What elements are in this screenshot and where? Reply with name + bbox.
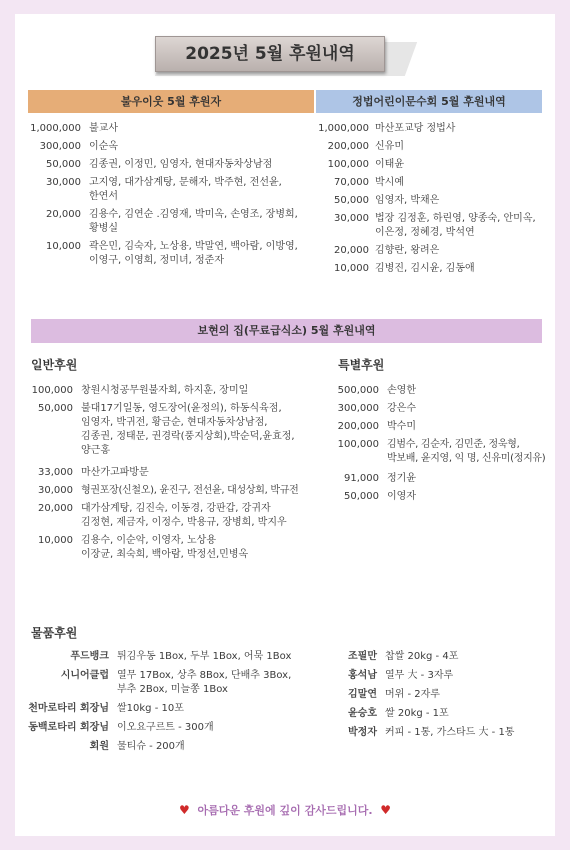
list-item: 300,000 이순옥 — [39, 141, 118, 152]
list-item: 20,000 김용수, 김연순 .김영재, 박미옥, 손영조, 장병희, 황병실 — [46, 209, 298, 234]
list-item: 10,000 곽은민, 김숙자, 노상용, 박말연, 백아람, 이방영, 이영구, 이영희, 정미녀, 정준자 — [46, 241, 298, 266]
list-item: 91,000 정기윤 — [344, 473, 416, 484]
notice-card — [15, 14, 555, 836]
list-item: 10,000 김용수, 이순악, 이영자, 노상용 이장균, 최숙희, 백아람, 박정선,민병옥 — [38, 535, 249, 560]
general-title: 일반후원 — [31, 358, 78, 372]
list-item: 동백로타리 회장님 이오요구르트 - 300개 — [28, 722, 214, 733]
list-item: 푸드뱅크 튀김우동 1Box, 두부 1Box, 어묵 1Box — [70, 651, 292, 662]
list-item: 홍석남 열무 大 - 3자루 — [348, 670, 454, 681]
goods-left-list — [27, 650, 327, 759]
special-list — [333, 384, 553, 508]
list-item: 시니어클럽 열무 17Box, 상추 8Box, 단배추 3Box, 부추 2Box, 미늘쫑 1Box — [60, 670, 292, 695]
list-item: 500,000 손영한 — [337, 385, 416, 396]
list-item: 30,000 형권포장(신철오), 윤진구, 전선윤, 대성상회, 박규전 — [38, 485, 299, 496]
list-item: 윤승호 쌀 20kg - 1포 — [348, 708, 449, 719]
bulwoo-list — [27, 122, 317, 272]
list-item: 회원 물티슈 - 200개 — [89, 741, 185, 752]
bohyun-header: 보현의 집(무료급식소) 5월 후원내역 — [31, 319, 542, 343]
list-item: 30,000 고지영, 대가삼계탕, 문해자, 박주현, 전선윤, 한연서 — [46, 177, 282, 202]
list-item: 200,000 신유미 — [327, 141, 404, 152]
list-item: 50,000 이영자 — [344, 491, 416, 502]
heart-icon: ♥ — [380, 803, 391, 817]
list-item: 30,000 법장 김정훈, 하린영, 양종숙, 안미옥, 이은정, 정혜경, 박석연 — [334, 213, 536, 238]
list-item: 10,000 김병진, 김시윤, 김동애 — [334, 263, 475, 274]
thanks-message — [15, 802, 555, 818]
list-item: 1,000,000 마산포교당 정법사 — [318, 123, 456, 134]
list-item: 50,000 불대17기일동, 영도장어(윤정의), 하동식육점, 임영자, 박귀전, 황금순, 현대자동차상남점, 김종권, 정태문, 권경락(풍지상회),박순덕,윤효정, 양근홍 — [38, 403, 295, 456]
list-item: 50,000 김종권, 이정민, 임영자, 현대자동차상남점 — [46, 159, 273, 170]
list-item: 조필만 찹쌀 20kg - 4포 — [348, 651, 459, 662]
page-title: 2025년 5월 후원내역 — [155, 36, 385, 72]
list-item: 1,000,000 불교사 — [30, 123, 118, 134]
list-item: 200,000 박수미 — [337, 421, 416, 432]
list-item: 20,000 김향란, 왕려은 — [334, 245, 440, 256]
goods-title: 물품후원 — [31, 626, 78, 640]
list-item: 100,000 김범수, 김순자, 김민준, 정욱형, 박보배, 윤지영, 익 명, 신유미(정지유) — [337, 439, 546, 464]
list-item: 20,000 대가삼계탕, 김진숙, 이동경, 강판갑, 강귀자 김정현, 제금자, 이정수, 박용규, 장병희, 박지우 — [38, 503, 287, 528]
list-item: 50,000 임영자, 박채은 — [334, 195, 440, 206]
list-item: 100,000 이태윤 — [327, 159, 404, 170]
list-item: 김말연 머위 - 2자루 — [348, 689, 440, 700]
special-title: 특별후원 — [338, 358, 385, 372]
list-item: 300,000 강은수 — [337, 403, 416, 414]
children-header: 정법어린이문수회 5월 후원내역 — [316, 90, 542, 113]
list-item: 70,000 박시예 — [334, 177, 404, 188]
children-list — [315, 122, 553, 280]
title-banner — [155, 36, 415, 76]
list-item: 박정자 커피 - 1통, 가스타드 大 - 1통 — [348, 727, 515, 738]
list-item: 33,000 마산가고파방문 — [38, 467, 149, 478]
thanks-text: 아름다운 후원에 깊이 감사드립니다. — [197, 804, 373, 817]
goods-right-list — [333, 650, 553, 745]
heart-icon: ♥ — [179, 803, 190, 817]
general-list — [27, 384, 327, 566]
list-item: 천마로타리 회장님 쌀10kg - 10포 — [28, 703, 184, 714]
list-item: 100,000 창원시청공무원불자회, 하지훈, 장미일 — [31, 385, 249, 396]
bulwoo-header: 불우이웃 5월 후원자 — [28, 90, 314, 113]
